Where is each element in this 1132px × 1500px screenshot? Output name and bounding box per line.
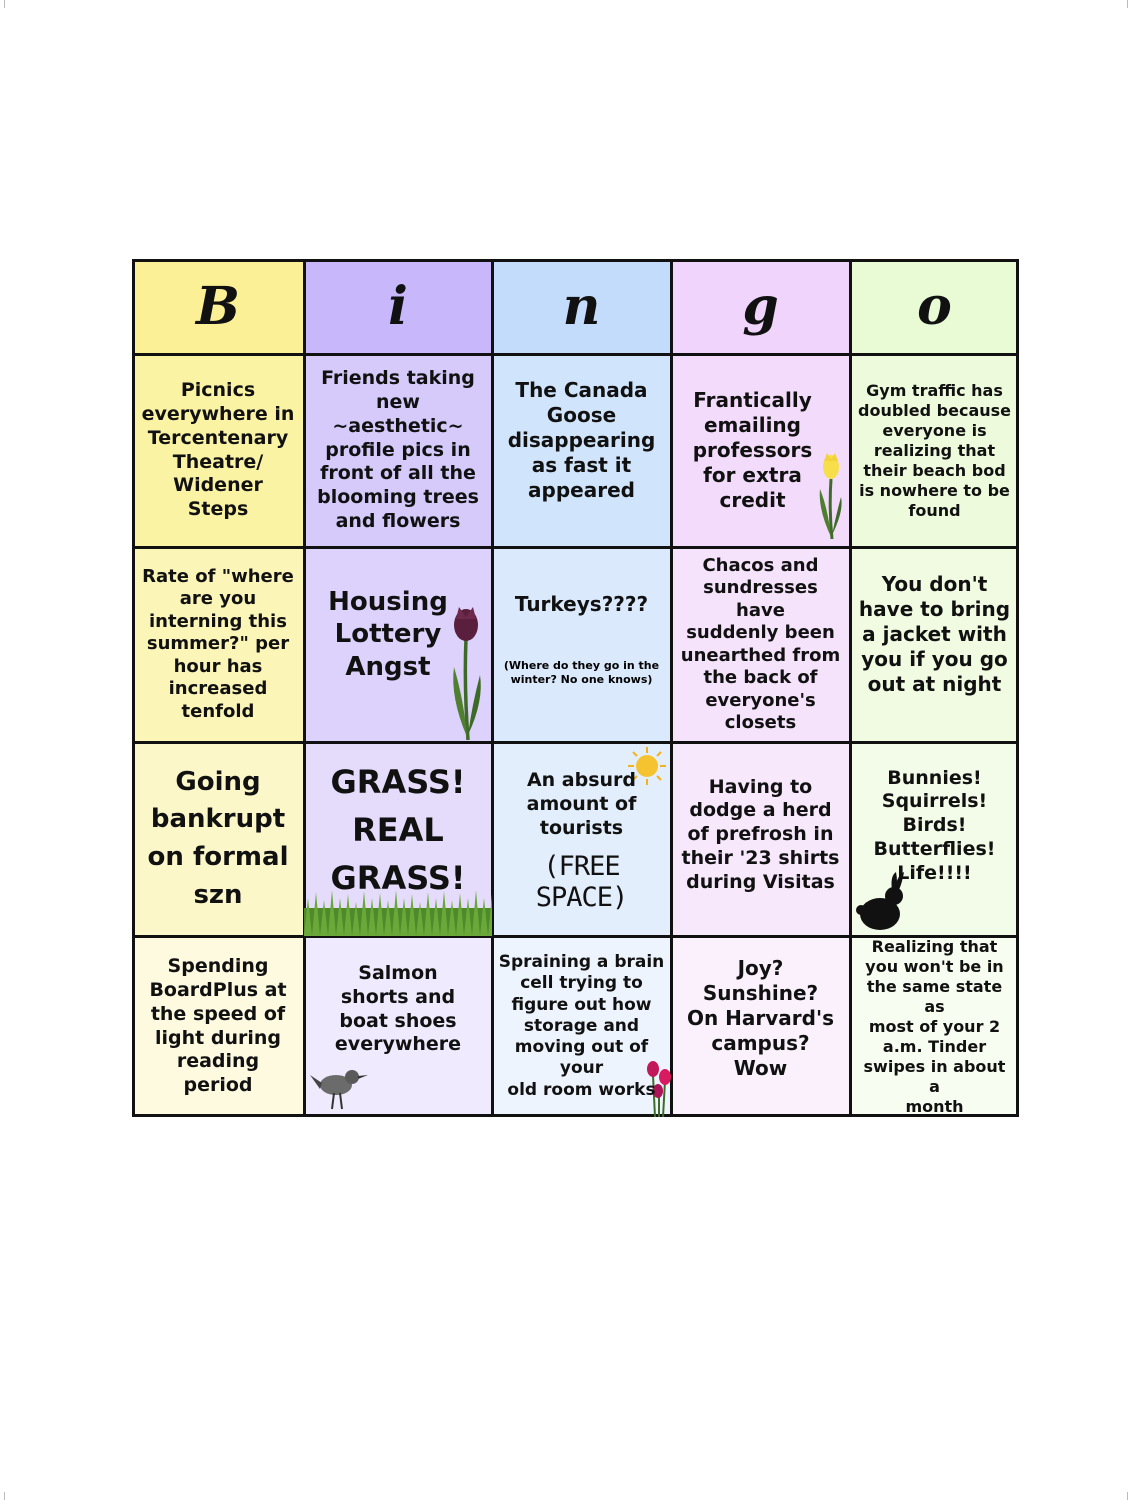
cell-text: Going bankrupt on formal szn — [147, 766, 289, 910]
cell-prefrosh — [671, 742, 850, 936]
turkeys-note: (Where do they go in the winter? No one knows) — [503, 658, 660, 686]
cell-text: Rate of "where are you interning this summer?" per hour has increased tenfold — [142, 565, 294, 722]
cell-housing-lottery — [304, 547, 492, 742]
cell-text: Realizing that you won't be in the same state as most of your 2 a.m. Tinder swipes in about a month — [863, 936, 1006, 1116]
bird-icon — [310, 1061, 370, 1113]
cell-text: Friends taking new ~aesthetic~ profile pics in front of all the blooming trees and flowers — [317, 367, 479, 532]
grid-line — [132, 741, 1019, 744]
cell-salmon-shorts — [304, 936, 492, 1117]
cell-bunnies — [850, 742, 1019, 936]
crop-mark — [1119, 1492, 1128, 1500]
cell-text: Salmon shorts and boat shoes everywhere — [334, 962, 462, 1056]
cell-storage — [492, 936, 671, 1117]
cell-canada-goose — [492, 354, 671, 547]
yellow-tulip-icon — [814, 449, 848, 539]
crop-mark — [4, 1492, 13, 1500]
cell-interning — [132, 547, 304, 742]
cell-profile-pics — [304, 354, 492, 547]
cell-text: GRASS! REAL GRASS! — [330, 763, 466, 897]
bingo-board — [132, 259, 1019, 1117]
cell-text: The Canada Goose disappearing as fast it appeared — [507, 378, 656, 502]
cell-bankrupt — [132, 742, 304, 936]
grid-line — [132, 259, 135, 1117]
cell-picnics — [132, 354, 304, 547]
crop-mark — [1119, 0, 1128, 8]
header-n: n — [492, 259, 671, 354]
cell-text: Gym traffic has doubled because everyone is realizing that their beach bod is nowhere to be found — [858, 380, 1011, 520]
crop-mark — [4, 0, 13, 8]
cell-text: Housing Lottery Angst — [328, 586, 448, 682]
grid-line — [132, 259, 1019, 262]
cell-tinder — [850, 936, 1019, 1117]
cell-turkeys — [492, 547, 671, 742]
cell-no-jacket — [850, 547, 1019, 742]
cell-text: Having to dodge a herd of prefrosh in their '23 shirts during Visitas — [681, 775, 840, 893]
cell-emailing-professors — [671, 354, 850, 547]
cell-text: Joy? Sunshine? On Harvard's campus? Wow — [686, 956, 835, 1080]
cell-text: You don't have to bring a jacket with you if you go out at night — [858, 572, 1011, 696]
cell-text: Picnics everywhere in Tercentenary Theatre/ Widener Steps — [141, 379, 295, 520]
cell-grass — [304, 742, 492, 936]
cell-boardplus — [132, 936, 304, 1117]
cell-chacos — [671, 547, 850, 742]
cell-text: Frantically emailing professors for extra credit — [692, 388, 813, 512]
cell-text: Turkeys???? — [514, 591, 649, 616]
free-space-label: (FREE SPACE) — [535, 850, 628, 913]
cell-free-space — [492, 742, 671, 936]
header-o: o — [850, 259, 1019, 354]
cell-joy-sunshine — [671, 936, 850, 1117]
header-g: g — [671, 259, 850, 354]
cell-gym-traffic — [850, 354, 1019, 547]
header-i: i — [304, 259, 492, 354]
cell-text: Chacos and sundresses have suddenly been unearthed from the back of everyone's closets — [680, 554, 841, 733]
grid-line — [132, 353, 1019, 356]
cell-text: An absurd amount of tourists — [526, 769, 637, 839]
cell-text: Bunnies! Squirrels! Birds! Butterflies! Life!!!! — [873, 766, 996, 884]
cell-text: Spending BoardPlus at the speed of light during reading period — [149, 955, 287, 1096]
grid-line — [132, 546, 1019, 549]
cell-text: Spraining a brain cell trying to figure out how storage and moving out of your old room works — [498, 952, 665, 1100]
header-b: B — [132, 259, 304, 354]
